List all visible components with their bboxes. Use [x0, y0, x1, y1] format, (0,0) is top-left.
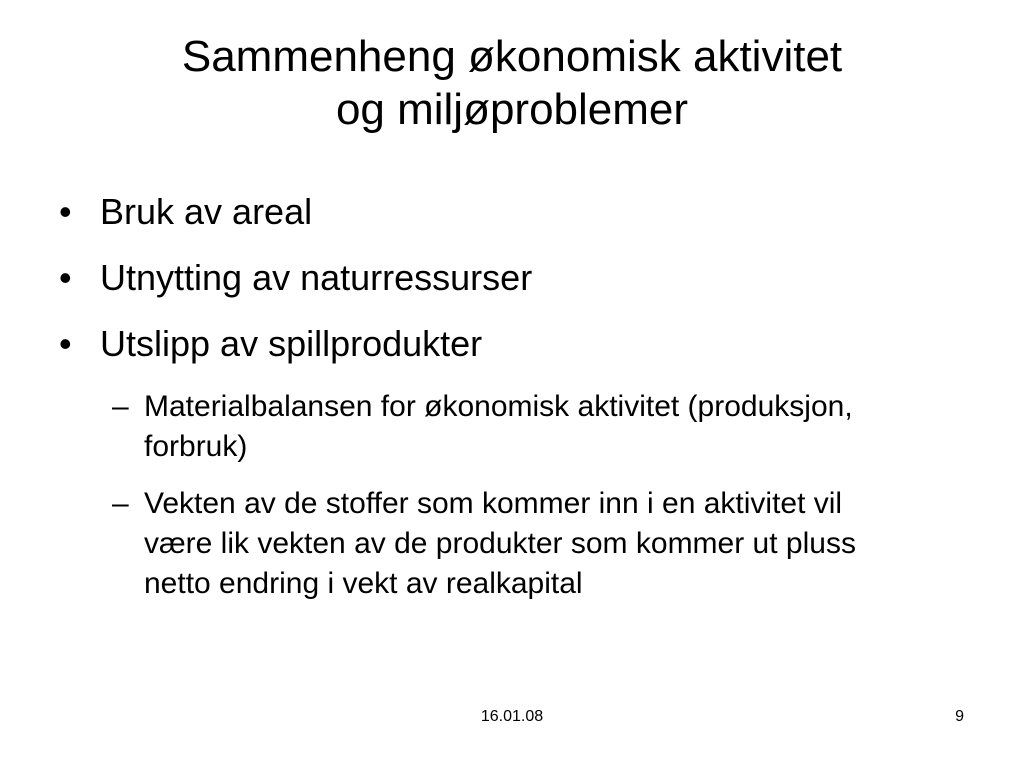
- slide-title: [40, 30, 984, 136]
- subbullet-text: Materialbalansen for økonomisk aktivitet (produksjon, forbruk): [144, 390, 853, 463]
- bullet-marker: •: [59, 323, 72, 364]
- subbullet-marker: –: [112, 487, 129, 520]
- subbullet-item: [112, 387, 912, 467]
- bullet-text: Utslipp av spillprodukter: [100, 323, 483, 364]
- bullet-text: Bruk av areal: [100, 191, 313, 232]
- bullet-item: [56, 322, 956, 366]
- subbullet-list: [112, 387, 912, 621]
- bullet-item: [56, 256, 956, 300]
- bullet-list: [56, 190, 956, 388]
- subbullet-marker: –: [112, 390, 129, 423]
- slide-title-line-1: Sammenheng økonomisk aktivitet: [181, 32, 843, 81]
- bullet-marker: •: [59, 257, 72, 298]
- slide-title-line-2: og miljøproblemer: [335, 85, 689, 134]
- bullet-item: [56, 190, 956, 234]
- subbullet-item: [112, 484, 912, 604]
- footer-date: 16.01.08: [480, 708, 544, 725]
- subbullet-text: Vekten av de stoffer som kommer inn i en aktivitet vil være lik vekten av de produkter som kommer ut pluss netto endring i vekt av realkapital: [144, 487, 856, 600]
- bullet-marker: •: [59, 191, 72, 232]
- bullet-text: Utnytting av naturressurser: [100, 257, 533, 298]
- page-number: 9: [955, 708, 964, 725]
